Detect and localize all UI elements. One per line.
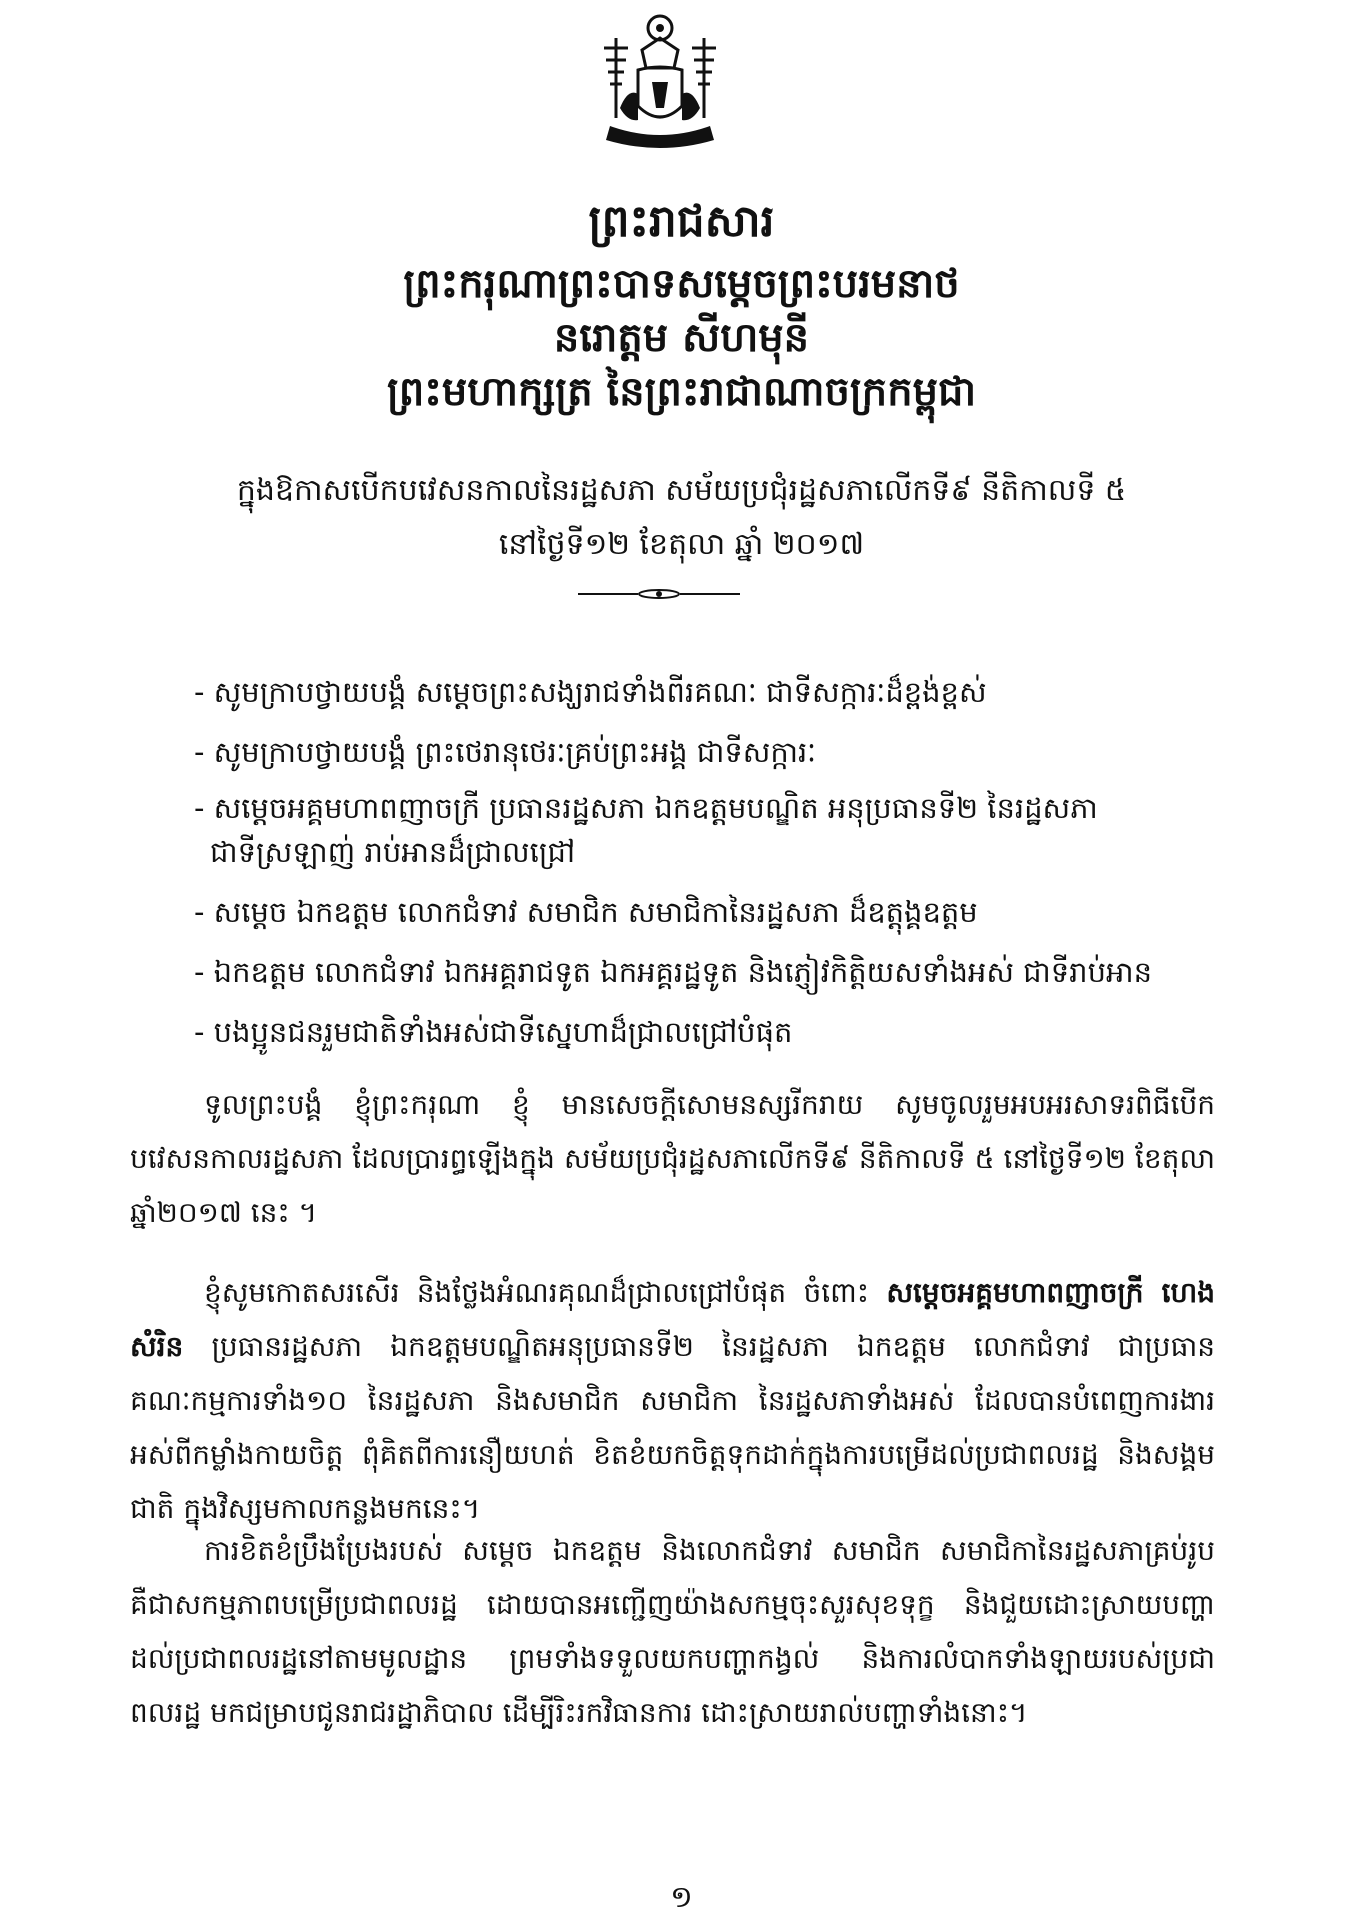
occasion-line: ក្នុងឱកាសបើកបវេសនកាលនៃរដ្ឋសភា សម័យប្រជុំរដ្ឋសភាលើកទី៩ នីតិកាលទី ៥	[236, 473, 1127, 508]
paragraph-efforts: ការខិតខំប្រឹងប្រែងរបស់ សម្តេច ឯកឧត្តម និងលោកជំទាវ សមាជិក សមាជិកានៃរដ្ឋសភាគ្រប់រូប គឺជាសកម្មភាពបម្រើប្រជាពលរដ្ឋ ដោយបានអញ្ជើញយ៉ាងសកម្មចុះសួរសុខទុក្ខ និងជួយដោះស្រាយបញ្ហាដល់ប្រជាពលរដ្ឋនៅតាមមូលដ្ឋាន ព្រមទាំងទទួលយកបញ្ហាកង្វល់ និងការលំបាកទាំងឡាយរបស់ប្រជាពលរដ្ឋ មកជម្រាបជូនរាជរដ្ឋាភិបាល ដើម្បីរិះរកវិធានការ ដោះស្រាយរាល់បញ្ហាទាំងនោះ។	[130, 1534, 1215, 1729]
document-title: ព្រះរាជសារ	[588, 196, 775, 247]
page-number: ១	[670, 1880, 693, 1915]
divider-ornament-icon	[578, 586, 740, 602]
royal-title-line: ព្រះករុណាព្រះបាទសម្តេចព្រះបរមនាថ	[403, 261, 960, 307]
royal-coat-of-arms-icon	[590, 8, 730, 158]
salutation-line: - ឯកឧត្តម លោកជំទាវ ឯកអគ្គរាជទូត ឯកអគ្គរដ្ឋទូត និងភ្ញៀវកិត្តិយសទាំងអស់ ជាទីរាប់អាន	[194, 955, 1153, 989]
occasion-date: នៅថ្ងៃទី១២ ខែតុលា ឆ្នាំ ២០១៧	[498, 527, 865, 562]
paragraph-text: ប្រធានរដ្ឋសភា ឯកឧត្តមបណ្ឌិតអនុប្រធានទី២ នៃរដ្ឋសភា ឯកឧត្តម លោកជំទាវ ជាប្រធានគណៈកម្មការទាំង១០ នៃរដ្ឋសភា និងសមាជិក សមាជិកា នៃរដ្ឋសភាទាំងអស់ ដែលបានបំពេញការងារអស់ពីកម្លាំងកាយចិត្ត ពុំគិតពីការនឿយហត់ ខិតខំយកចិត្តទុកដាក់ក្នុងការបម្រើដល់ប្រជាពលរដ្ឋ និងសង្គមជាតិ ក្នុងវិស្សមកាលកន្លងមកនេះ។	[130, 1330, 1215, 1525]
president-name: សម្តេចអគ្គមហាពញាចក្រី ហេង សំរិន	[130, 1276, 1215, 1363]
paragraph-gratitude	[130, 1266, 1215, 1536]
salutation-line: - សម្តេច ឯកឧត្តម លោកជំទាវ សមាជិក សមាជិកានៃរដ្ឋសភា ដ៏ឧត្តុង្គឧត្តម	[194, 895, 978, 929]
salutation-line: - សម្តេចអគ្គមហាពញាចក្រី ប្រធានរដ្ឋសភា ឯកឧត្តមបណ្ឌិត អនុប្រធានទី២ នៃរដ្ឋសភា	[194, 791, 1098, 825]
paragraph-opening: ទូលព្រះបង្គំ ខ្ញុំព្រះករុណា ខ្ញុំ មានសេចក្តីសោមនស្សរីករាយ សូមចូលរួមអបអរសាទរពិធីបើកបវេសនកាលរដ្ឋសភា ដែលប្រារព្ធឡើងក្នុង សម័យប្រជុំរដ្ឋសភាលើកទី៩ នីតិកាលទី ៥ នៅថ្ងៃទី១២ ខែតុលា ឆ្នាំ២០១៧ នេះ ។	[130, 1088, 1215, 1229]
salutation-line: - សូមក្រាបថ្វាយបង្គំ សម្តេចព្រះសង្ឃរាជទាំងពីរគណៈ ជាទីសក្ការៈដ៏ខ្ពង់ខ្ពស់	[194, 675, 987, 709]
salutation-line-continued: ជាទីស្រឡាញ់ រាប់អានដ៏ជ្រាលជ្រៅ	[210, 835, 576, 869]
king-title-line: ព្រះមហាក្សត្រ នៃព្រះរាជាណាចក្រកម្ពុជា	[386, 369, 977, 415]
king-name: នរោត្តម សីហមុនី	[553, 315, 810, 361]
paragraph-text: ខ្ញុំសូមកោតសរសើរ និងថ្លែងអំណរគុណដ៏ជ្រាលជ្រៅបំផុត ចំពោះ	[204, 1276, 887, 1309]
salutation-line: - បងប្អូនជនរួមជាតិទាំងអស់ជាទីស្នេហាដ៏ជ្រាលជ្រៅបំផុត	[194, 1015, 793, 1049]
salutation-line: - សូមក្រាបថ្វាយបង្គំ ព្រះថេរានុថេរៈគ្រប់ព្រះអង្គ ជាទីសក្ការៈ	[194, 735, 817, 769]
